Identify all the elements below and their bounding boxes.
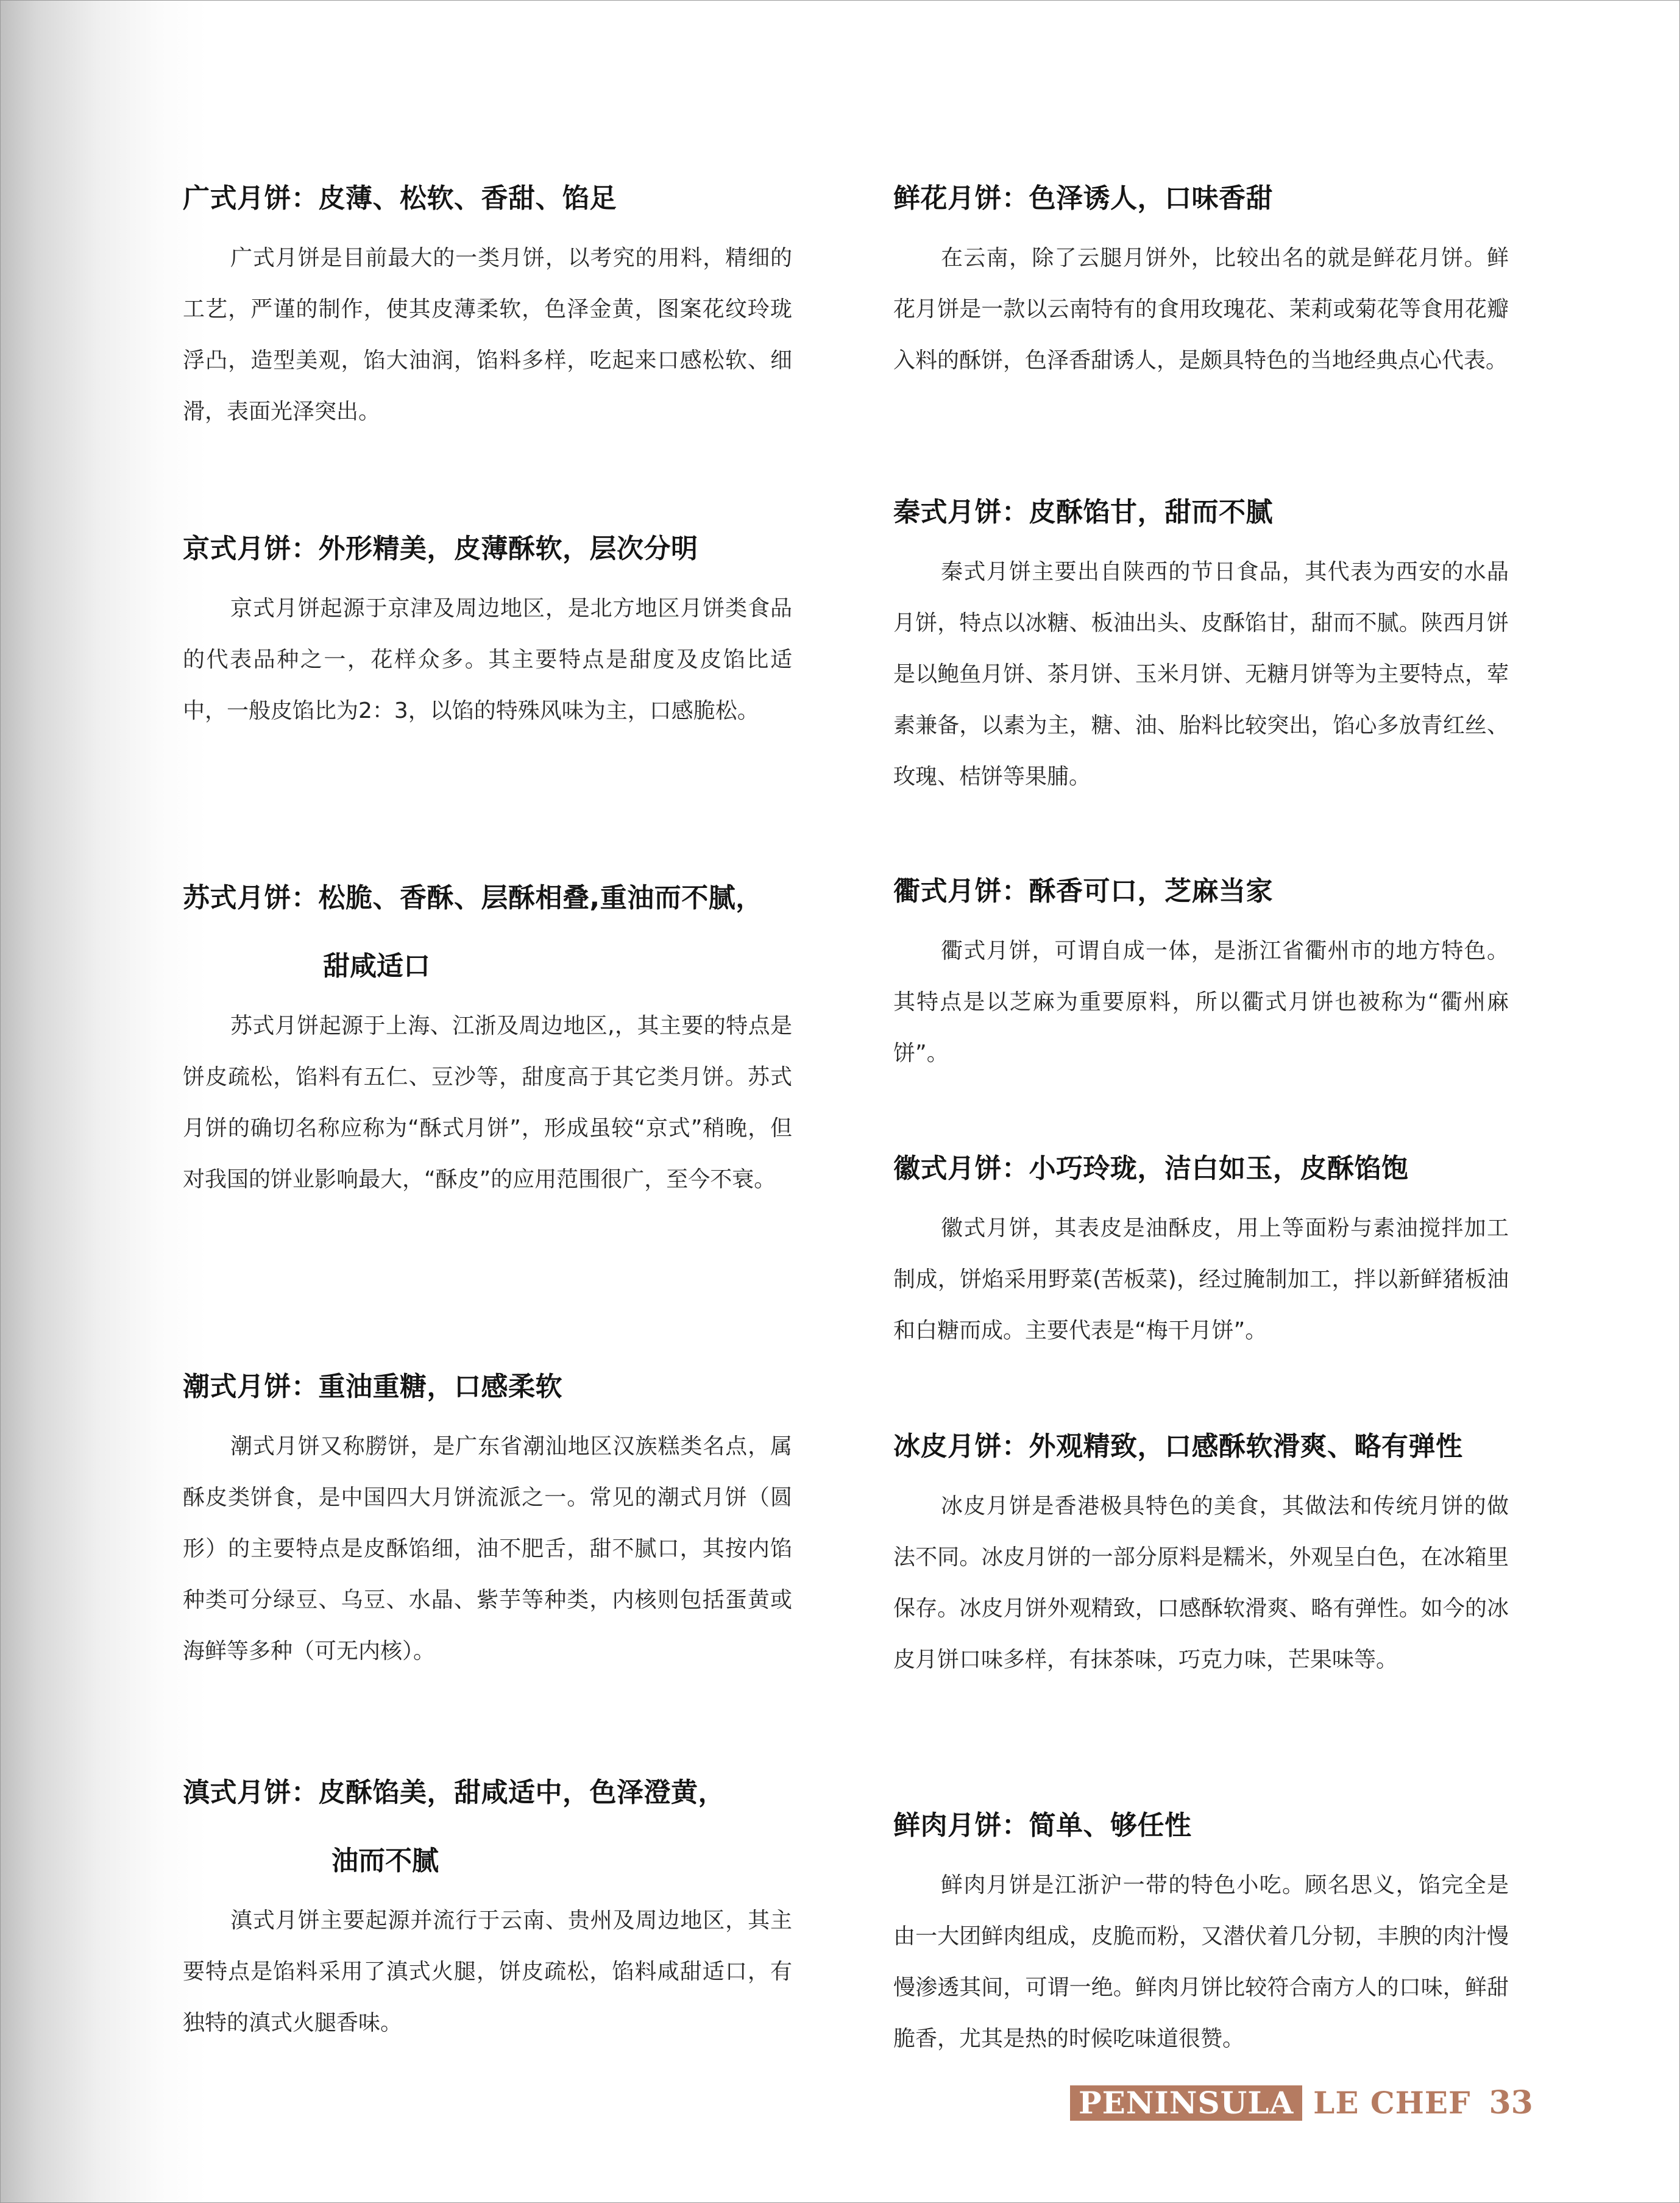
- page-number: 33: [1489, 2084, 1533, 2121]
- magazine-brand: PENINSULA: [1070, 2085, 1302, 2121]
- section-body: 徽式月饼，其表皮是油酥皮，用上等面粉与素油搅拌加工制成，饼焰采用野菜(苦板菜)，经过腌制加工，拌以新鲜猪板油和白糖而成。主要代表是“梅干月饼”。: [893, 1216, 1509, 1343]
- section-heading: 鲜肉月饼：简单、够任性: [893, 1810, 1192, 1841]
- section-heading-continuation: 油而不腻: [331, 1845, 439, 1876]
- page-footer: [1070, 2085, 1533, 2121]
- article-section: [183, 1759, 792, 2049]
- section-body: 冰皮月饼是香港极具特色的美食，其做法和传统月饼的做法不同。冰皮月饼的一部分原料是糯米，外观呈白色，在冰箱里保存。冰皮月饼外观精致，口感酥软滑爽、略有弹性。如今的冰皮月饼口味多样，有抹茶味，巧克力味，芒果味等。: [893, 1494, 1509, 1672]
- section-heading: 京式月饼：外形精美，皮薄酥软，层次分明: [183, 533, 698, 564]
- section-body: 京式月饼起源于京津及周边地区，是北方地区月饼类食品的代表品种之一，花样众多。其主要特点是甜度及皮馅比适中，一般皮馅比为2：3，以馅的特殊风味为主，口感脆松。: [183, 596, 792, 723]
- section-heading: 冰皮月饼：外观精致，口感酥软滑爽、略有弹性: [893, 1431, 1463, 1462]
- section-body: 衢式月饼，可谓自成一体，是浙江省衢州市的地方特色。其特点是以芝麻为重要原料，所以衢式月饼也被称为“衢州麻饼”。: [893, 938, 1509, 1066]
- section-body: 潮式月饼又称朥饼，是广东省潮汕地区汉族糕类名点，属酥皮类饼食，是中国四大月饼流派之一。常见的潮式月饼（圆形）的主要特点是皮酥馅细，油不肥舌，甜不腻口，其按内馅种类可分绿豆、乌豆、水晶、紫芋等种类，内核则包括蛋黄或海鲜等多种（可无内核）。: [183, 1434, 792, 1664]
- section-heading: 广式月饼：皮薄、松软、香甜、馅足: [183, 183, 617, 214]
- article-section: [183, 1353, 792, 1677]
- article-section: [183, 515, 792, 737]
- article-section: [893, 1135, 1509, 1357]
- article-section: [893, 1792, 1509, 2065]
- section-heading: 滇式月饼：皮酥馅美，甜咸适中，色泽澄黄，: [183, 1777, 725, 1808]
- section-heading: 潮式月饼：重油重糖，口感柔软: [183, 1371, 562, 1402]
- section-heading-continuation: 甜咸适口: [323, 951, 430, 982]
- article-section: [893, 857, 1509, 1079]
- section-heading: 徽式月饼：小巧玲珑，洁白如玉，皮酥馅饱: [893, 1153, 1409, 1184]
- article-section: [183, 864, 792, 1205]
- article-section: [893, 478, 1509, 803]
- section-heading: 秦式月饼：皮酥馅甘，甜而不腻: [893, 497, 1273, 528]
- section-body: 广式月饼是目前最大的一类月饼，以考究的用料，精细的工艺，严谨的制作，使其皮薄柔软，色泽金黄，图案花纹玲珑浮凸，造型美观，馅大油润，馅料多样，吃起来口感松软、细滑，表面光泽突出。: [183, 246, 792, 424]
- section-body: 滇式月饼主要起源并流行于云南、贵州及周边地区，其主要特点是馅料采用了滇式火腿，饼皮疏松，馅料咸甜适口，有独特的滇式火腿香味。: [183, 1908, 792, 2035]
- section-heading: 鲜花月饼：色泽诱人，口味香甜: [893, 183, 1273, 214]
- section-body: 秦式月饼主要出自陕西的节日食品，其代表为西安的水晶月饼，特点以冰糖、板油出头、皮酥馅甘，甜而不腻。陕西月饼是以鲍鱼月饼、茶月饼、玉米月饼、无糖月饼等为主要特点，荤素兼备，以素为主，糖、油、胎料比较突出，馅心多放青红丝、玫瑰、桔饼等果脯。: [893, 559, 1509, 789]
- article-section: [893, 165, 1509, 386]
- section-body: 在云南，除了云腿月饼外，比较出名的就是鲜花月饼。鲜花月饼是一款以云南特有的食用玫瑰花、茉莉或菊花等食用花瓣入料的酥饼，色泽香甜诱人，是颇具特色的当地经典点心代表。: [893, 246, 1509, 373]
- section-heading: 衢式月饼：酥香可口，芝麻当家: [893, 876, 1273, 907]
- section-heading: 苏式月饼：松脆、香酥、层酥相叠,重油而不腻，: [183, 882, 763, 913]
- section-body: 苏式月饼起源于上海、江浙及周边地区,，其主要的特点是饼皮疏松，馅料有五仁、豆沙等，甜度高于其它类月饼。苏式月饼的确切名称应称为“酥式月饼”，形成虽较“京式”稍晚，但对我国的饼业影响最大，“酥皮”的应用范围很广，至今不衰。: [183, 1013, 792, 1192]
- section-body: 鲜肉月饼是江浙沪一带的特色小吃。顾名思义，馅完全是由一大团鲜肉组成，皮脆而粉，又潜伏着几分韧，丰腴的肉汁慢慢渗透其间，可谓一绝。鲜肉月饼比较符合南方人的口味，鲜甜脆香，尤其是热的时候吃味道很赞。: [893, 1873, 1509, 2051]
- magazine-subtitle: LE CHEF: [1313, 2085, 1471, 2121]
- article-section: [183, 165, 792, 438]
- article-section: [893, 1413, 1509, 1686]
